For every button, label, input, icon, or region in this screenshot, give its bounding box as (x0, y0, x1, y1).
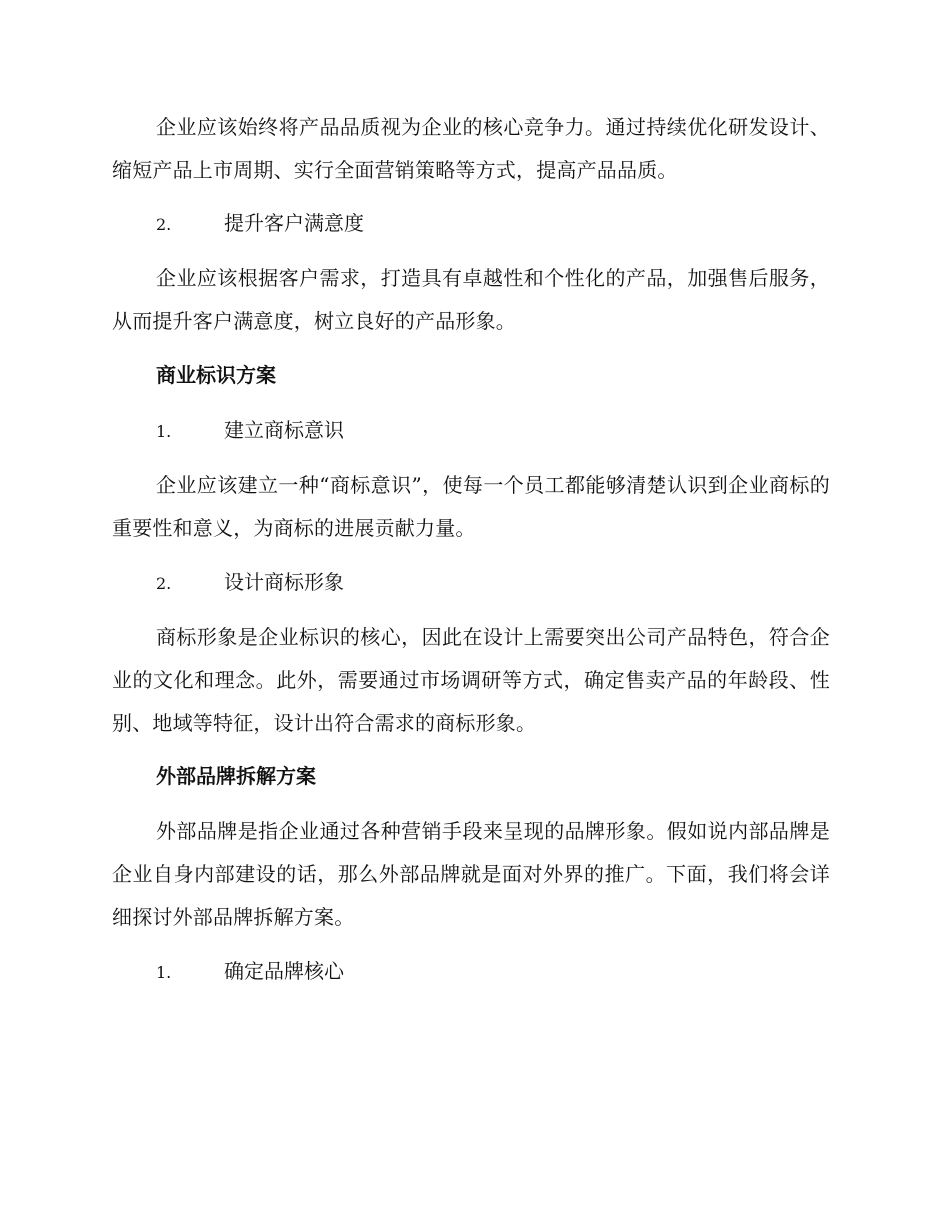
paragraph-product-quality: 企业应该始终将产品品质视为企业的核心竞争力。通过持续优化研发设计、缩短产品上市周期、实行全面营销策略等方式，提高产品品质。 (112, 115, 830, 182)
list-item-label: 设计商标形象 (224, 570, 344, 594)
list-number: 2. (156, 215, 172, 234)
heading-business-identity: 商业标识方案 (156, 363, 276, 387)
paragraph-customer-satisfaction: 企业应该根据客户需求，打造具有卓越性和个性化的产品，加强售后服务，从而提升客户满意度，树立良好的产品形象。 (112, 266, 830, 333)
list-item-brand-core (156, 950, 344, 994)
list-number: 1. (156, 963, 172, 982)
list-item-trademark-design (156, 561, 344, 605)
list-item-label: 确定品牌核心 (224, 959, 344, 983)
list-number: 1. (156, 422, 172, 441)
list-item-customer-satisfaction (156, 202, 364, 246)
paragraph-external-brand: 外部品牌是指企业通过各种营销手段来呈现的品牌形象。假如说内部品牌是企业自身内部建设的话，那么外部品牌就是面对外界的推广。下面，我们将会详细探讨外部品牌拆解方案。 (112, 819, 830, 929)
paragraph-trademark-awareness: 企业应该建立一种“商标意识”，使每一个员工都能够清楚认识到企业商标的重要性和意义，为商标的进展贡献力量。 (112, 473, 830, 540)
list-item-label: 建立商标意识 (224, 418, 344, 442)
list-number: 2. (156, 574, 172, 593)
list-item-label: 提升客户满意度 (224, 211, 364, 235)
paragraph-trademark-design: 商标形象是企业标识的核心，因此在设计上需要突出公司产品特色，符合企业的文化和理念。此外，需要通过市场调研等方式，确定售卖产品的年龄段、性别、地域等特征，设计出符合需求的商标形象。 (112, 625, 830, 735)
list-item-trademark-awareness (156, 409, 344, 453)
heading-external-brand: 外部品牌拆解方案 (156, 764, 316, 788)
